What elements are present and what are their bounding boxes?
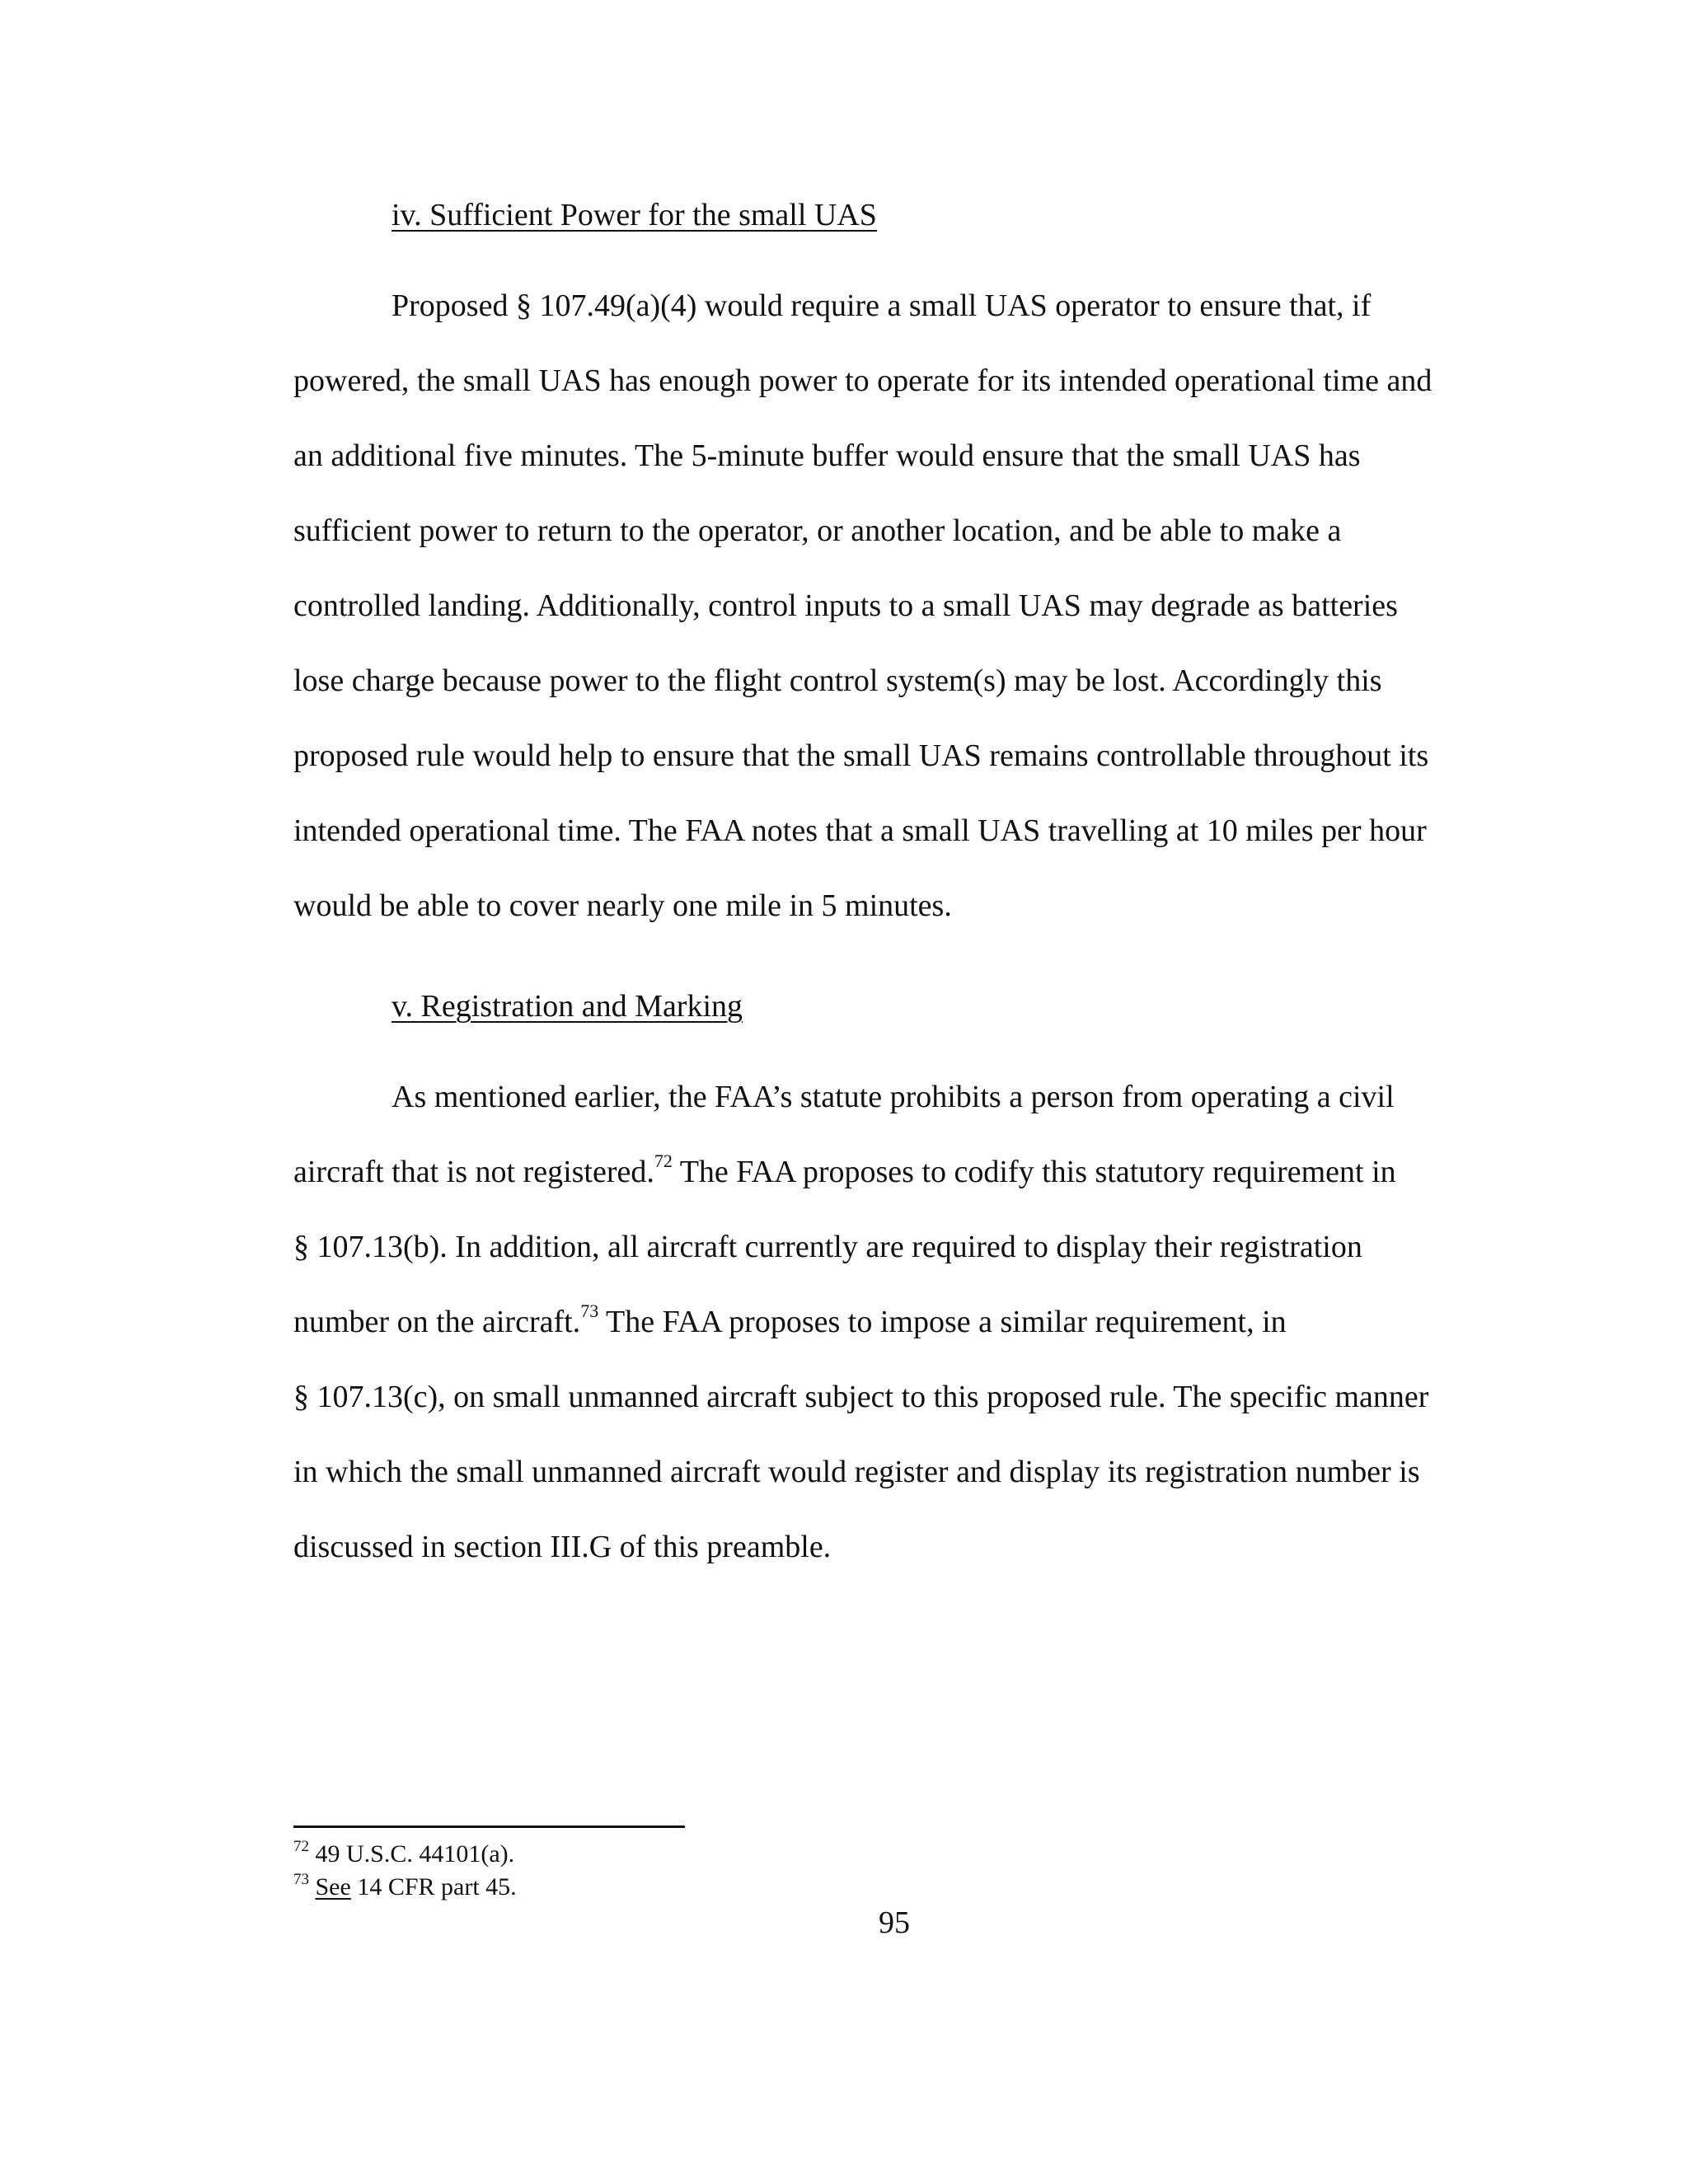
paragraph-line: powered, the small UAS has enough power to operate for its intended operational time and bbox=[293, 363, 1432, 398]
footnote-number: 73 bbox=[293, 1871, 309, 1888]
paragraph-line: an additional five minutes. The 5-minute buffer would ensure that the small UAS has bbox=[293, 438, 1361, 473]
paragraph-line: lose charge because power to the flight control system(s) may be lost. Accordingly this bbox=[293, 663, 1382, 698]
footnote-ref-73[interactable]: 73 bbox=[580, 1301, 599, 1322]
paragraph-line: § 107.13(b). In addition, all aircraft currently are required to display their registration bbox=[293, 1230, 1362, 1264]
paragraph-line: would be able to cover nearly one mile in 5 minutes. bbox=[293, 888, 952, 923]
paragraph-line: sufficient power to return to the operator, or another location, and be able to make a bbox=[293, 513, 1342, 548]
page-number: 95 bbox=[879, 1905, 910, 1940]
line-text: The FAA proposes to codify this statutory requirement in bbox=[672, 1155, 1396, 1189]
paragraph-line: controlled landing. Additionally, control inputs to a small UAS may degrade as batteries bbox=[293, 588, 1398, 623]
section-heading-sufficient-power: iv. Sufficient Power for the small UAS bbox=[392, 198, 877, 232]
line-text: number on the aircraft. bbox=[293, 1305, 581, 1339]
paragraph-line bbox=[293, 1301, 1287, 1343]
footnote-text: 14 CFR part 45. bbox=[350, 1873, 517, 1900]
paragraph-line: in which the small unmanned aircraft would register and display its registration number is bbox=[293, 1455, 1420, 1489]
section-heading-registration: v. Registration and Marking bbox=[392, 989, 743, 1024]
paragraph-line: intended operational time. The FAA notes that a small UAS travelling at 10 miles per hour bbox=[293, 813, 1427, 848]
footnote-73 bbox=[293, 1872, 517, 1902]
footnote-divider bbox=[293, 1825, 685, 1828]
footnote-text: 49 U.S.C. 44101(a). bbox=[309, 1840, 515, 1868]
line-text: The FAA proposes to impose a similar requirement, in bbox=[598, 1305, 1287, 1339]
footnote-ref-72[interactable]: 72 bbox=[654, 1151, 673, 1172]
paragraph-line bbox=[293, 1151, 1396, 1193]
paragraph-line: proposed rule would help to ensure that the small UAS remains controllable throughout its bbox=[293, 738, 1429, 773]
line-text: aircraft that is not registered. bbox=[293, 1155, 654, 1189]
footnote-see-link: See bbox=[315, 1873, 351, 1900]
paragraph-line: As mentioned earlier, the FAA’s statute prohibits a person from operating a civil bbox=[392, 1080, 1395, 1114]
paragraph-line: § 107.13(c), on small unmanned aircraft subject to this proposed rule. The specific manner bbox=[293, 1380, 1429, 1414]
footnote-72 bbox=[293, 1840, 514, 1869]
footnote-number: 72 bbox=[293, 1838, 309, 1855]
paragraph-line: discussed in section III.G of this preamble. bbox=[293, 1530, 832, 1564]
paragraph-line: Proposed § 107.49(a)(4) would require a small UAS operator to ensure that, if bbox=[392, 288, 1372, 323]
